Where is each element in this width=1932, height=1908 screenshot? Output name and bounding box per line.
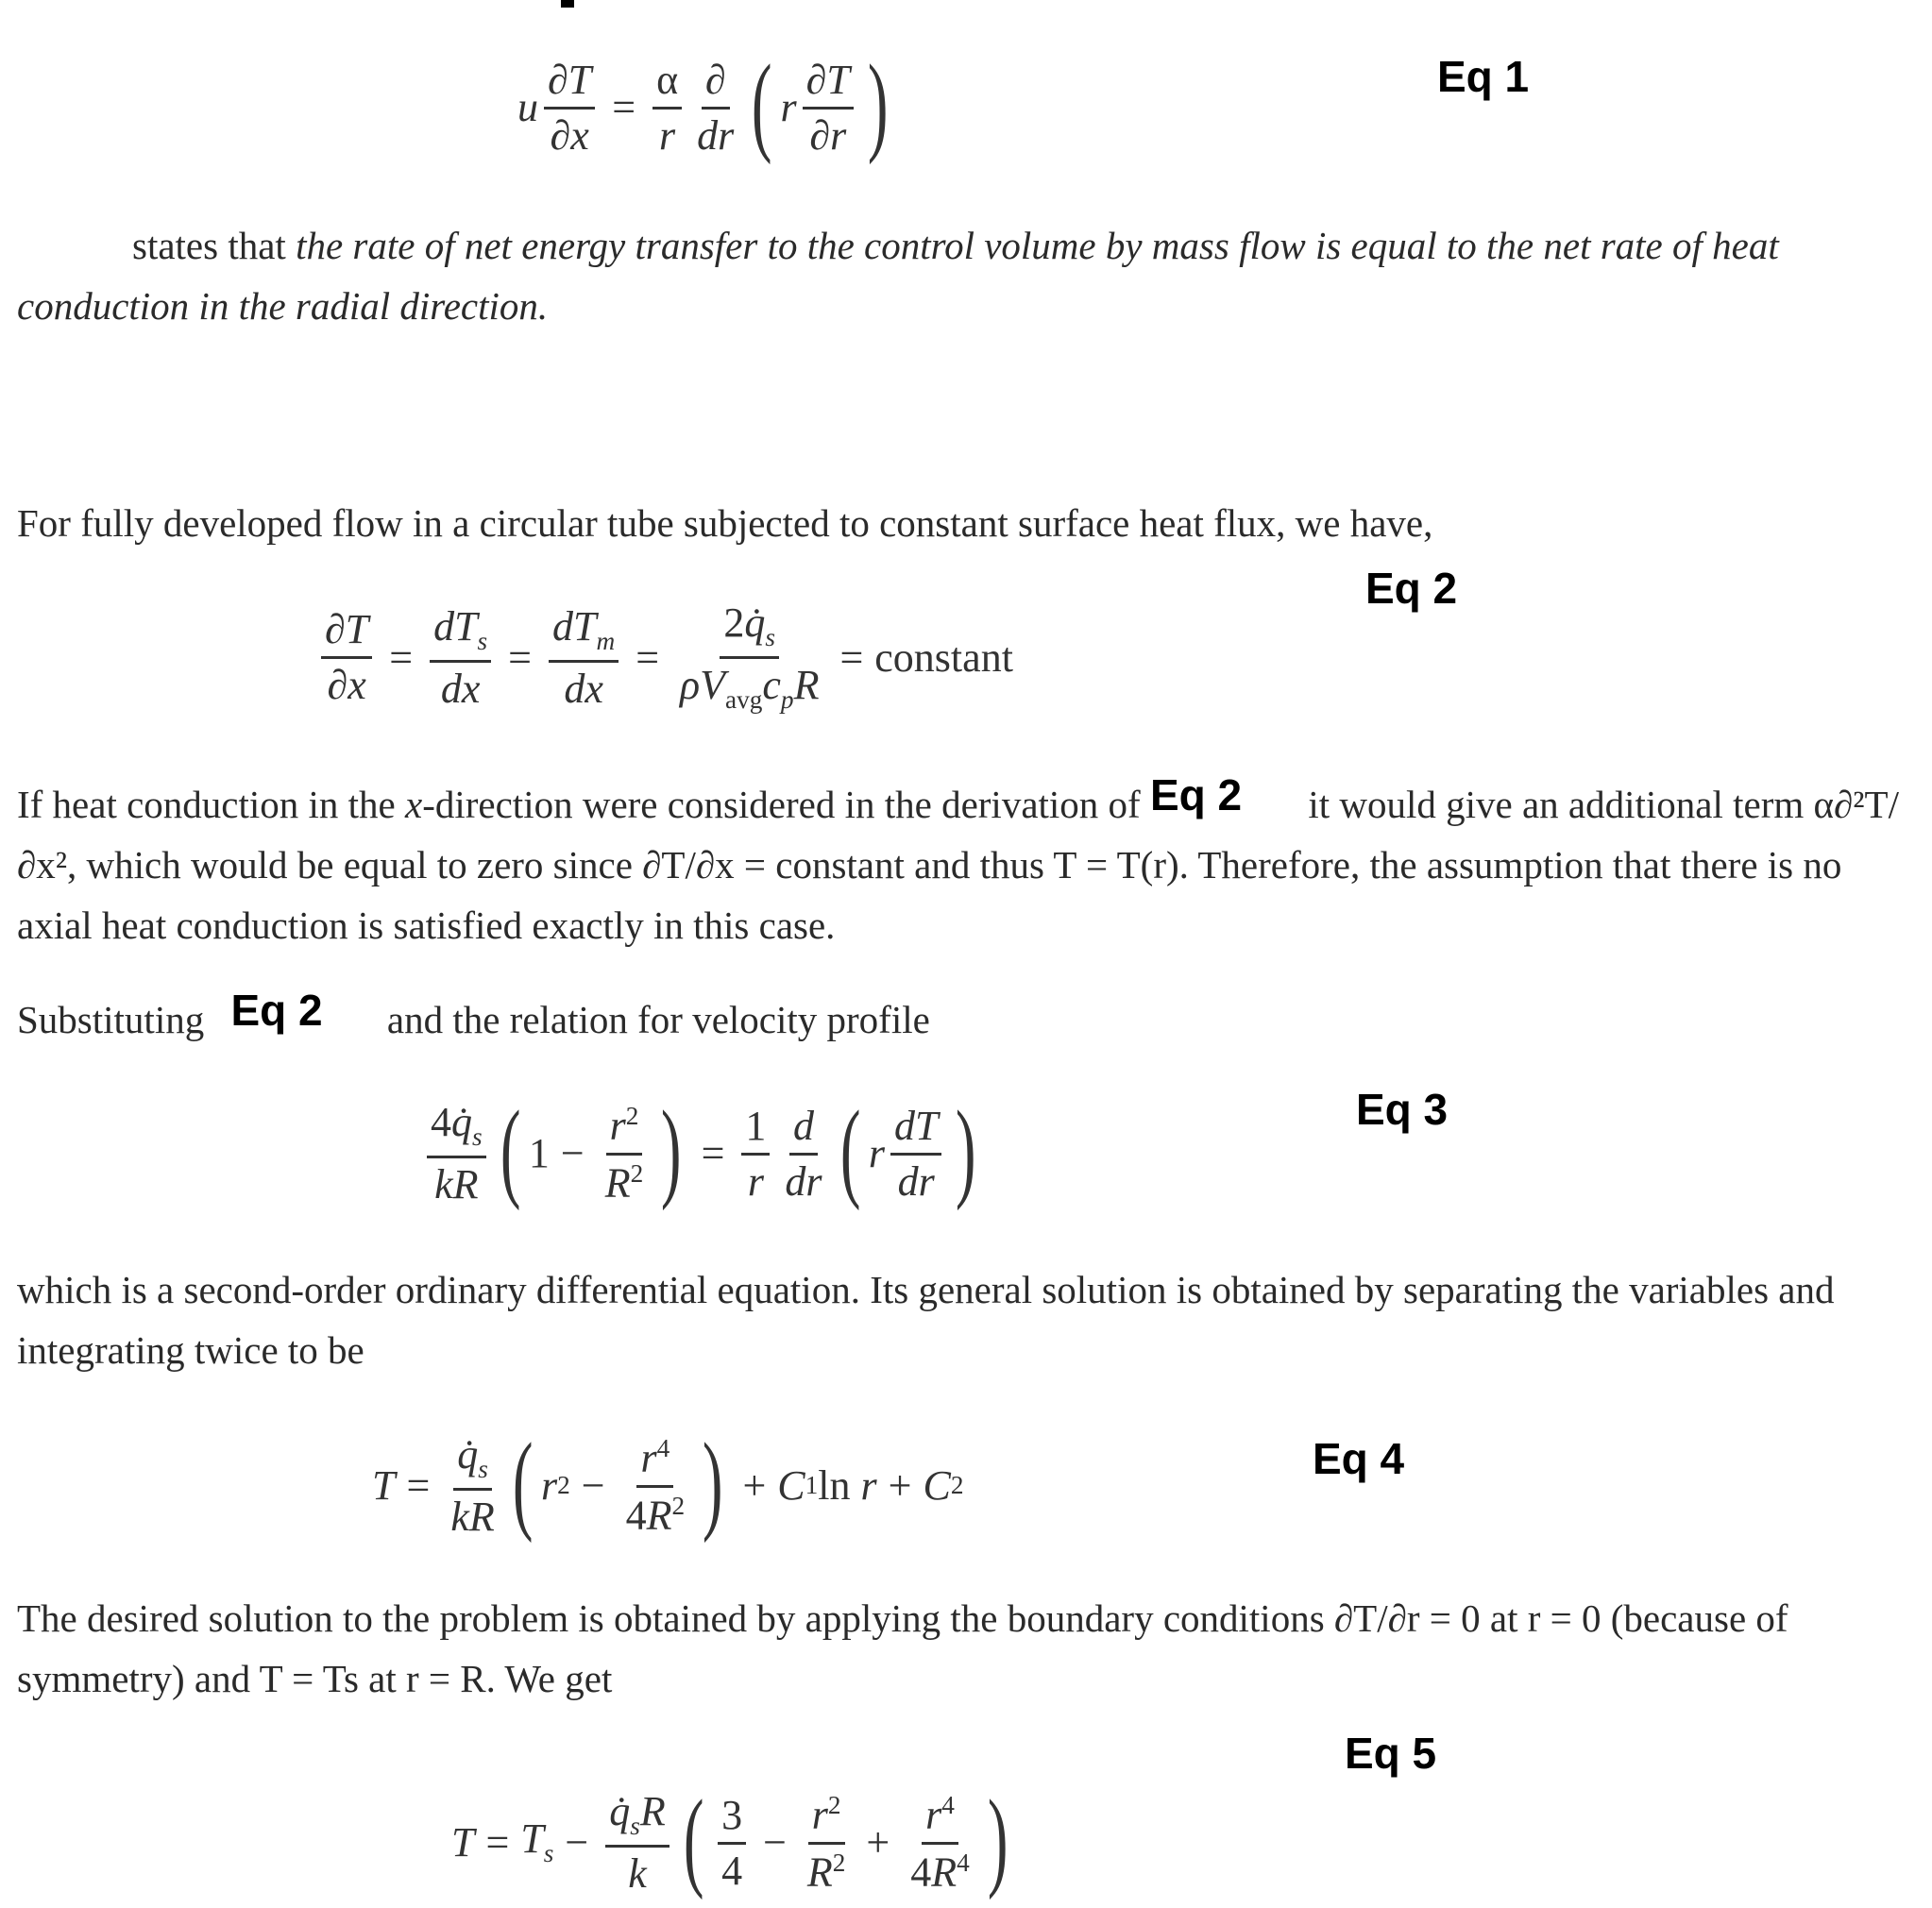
para3-part3: it would give an additional term α∂²T/∂x², which would be equal to zero since ∂T/∂x = constant and thus T = T(r). Therefore, the assumption that there is no axial heat conduction is satisfied exactly in this case. xyxy=(17,783,1899,947)
para3-x-variable: x xyxy=(405,783,423,826)
paragraph-boundary-conditions: The desired solution to the problem is obtained by applying the boundary conditions ∂T/∂r = 0 at r = 0 (because of symmetry) and T = Ts at r = R. We get xyxy=(17,1596,1788,1700)
para4-part1: Substituting xyxy=(17,998,214,1041)
eq3-label: Eq 3 xyxy=(1356,1085,1449,1134)
para3-part1: If heat conduction in the xyxy=(17,783,406,826)
para3-part2: -direction were considered in the derivation of xyxy=(422,783,1150,826)
para4-part2: and the relation for velocity profile xyxy=(377,998,930,1041)
equation-3: $\frac{4q̇_s}{kR}$ ( 1 − $\frac{r^2}{R^2}$ ) = $\frac{1}{r}$ $\frac{d}{dr}$ ( r $\frac{dT}{dr}$ ) xyxy=(421,1098,985,1209)
equation-4: T = $\frac{q̇_s}{kR}$ ( r 2 − $\frac{r^4}{4R^2}$ ) + C 1 ln r + C 2 xyxy=(372,1420,964,1544)
paragraph-substituting xyxy=(17,988,1915,1050)
para1-italic-definition: the rate of net energy transfer to the control volume by mass flow is equal to the net rate of heat conduction in the radial direction. xyxy=(17,224,1779,328)
equation-2: $\frac{\partial T}{\partial x}$ = $\frac{dT_s}{dx}$ = $\frac{dT_m}{dx}$ = $\frac{2q̇_s}{\rho V_{avg}c_pR}$ = constant xyxy=(315,602,1013,713)
paragraph-ode: which is a second-order ordinary differential equation. Its general solution is obtained by separating the variables and integrating twice to be xyxy=(17,1268,1835,1372)
eq2-constant: constant xyxy=(874,633,1013,681)
eq2-label: Eq 2 xyxy=(1365,564,1458,613)
inline-eq2-ref-2: Eq 2 xyxy=(230,986,323,1035)
equation-1: u $\frac{\partial T}{\partial x}$ = $\frac{\alpha}{r}$ $\frac{\partial}{dr}$ ( r $\frac{\partial T}{\partial r}$ ) xyxy=(517,42,889,165)
eq4-label: Eq 4 xyxy=(1313,1434,1405,1483)
eq5-label: Eq 5 xyxy=(1345,1729,1437,1778)
eq1-label: Eq 1 xyxy=(1437,52,1530,101)
para1-lead: states that xyxy=(132,224,297,267)
cropped-heading-fragment xyxy=(561,0,574,8)
paragraph-energy-transfer xyxy=(17,215,1915,336)
equation-5: T = $T_s$ − $\frac{q̇_sR}{k}$ ( $\frac{3}{4}$ − $\frac{r^2}{R^2}$ + $\frac{r^4}{4R^4}$ ) xyxy=(451,1777,1008,1900)
inline-eq2-ref: Eq 2 xyxy=(1149,770,1243,819)
paragraph-fully-developed: For fully developed flow in a circular tube subjected to constant surface heat flux, we have, xyxy=(17,501,1433,545)
paragraph-axial-conduction xyxy=(17,772,1915,955)
